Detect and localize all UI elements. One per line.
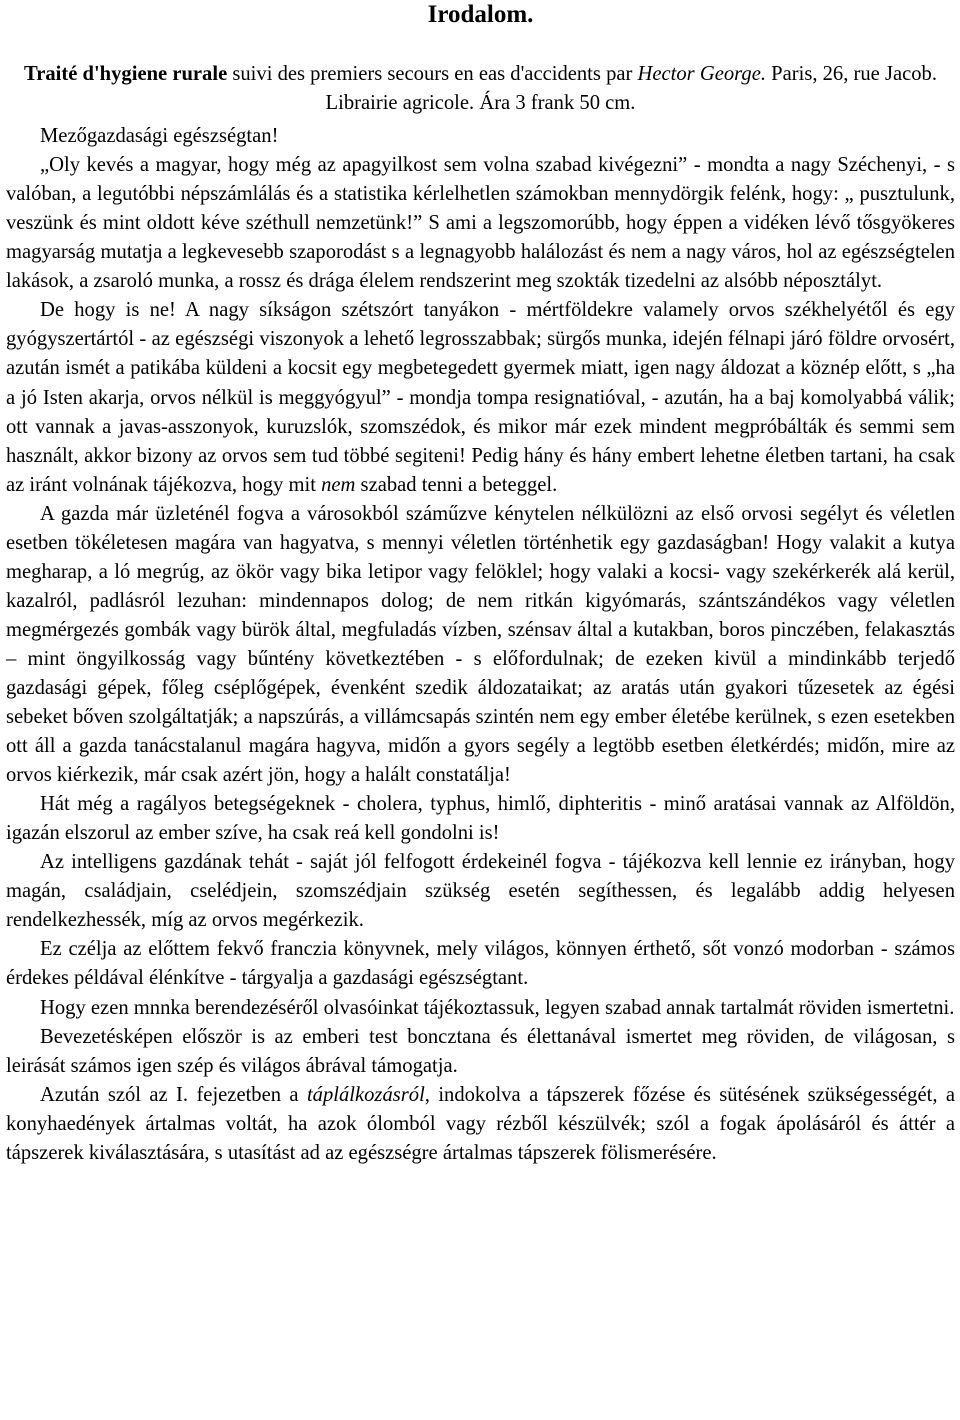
section-subtitle: Mezőgazdasági egészségtan! — [40, 125, 279, 148]
reference-middle: suivi des premiers secours en eas d'accidents par — [227, 63, 638, 85]
paragraph-5: Az intelligens gazdának tehát - saját jól felfogott érdekeinél fogva - tájékozva kell lennie ez irányban, hogy magán, családjain, cselédjein, szomszédjain szükség esetén segíthessen, és legalább addig helyesen rendelkezhessék, míg az orvos megérkezik. — [6, 851, 955, 932]
paragraph-9 — [6, 1081, 955, 1168]
book-author: Hector George. — [637, 63, 766, 85]
page-title: Irodalom. — [427, 1, 534, 28]
paragraph-3: A gazda már üzleténél fogva a városokból száműzve kénytelen nélkülözni az első orvosi segélyt és véletlen esetben tökéletesen magára van hagyatva, s mennyi véletlen történhetik egy gazdaságban! Hogy valakit a kutya megharap, a ló megrúg, az ökör vagy bika letipor vagy felöklel; hogy valaki a kocsi- vagy szekérkerék alá kerül, kazalról, padlásról lezuhan: mindennapos dolog; de nem ritkán kigyómarás, szántszándékos vagy véletlen megmérgezés gombák vagy bürök által, megfuladás vízben, szénsav által a kutakban, boros pinczében, felakasztás – mint öngyilkosság vagy bűntény következtében - s előfordulnak; de ezeken kivül a mindinkább terjedő gazdasági gépek, főleg cséplőgépek, évenként szedik áldozataikat; az aratás után gyakori tűzesetek az égési sebeket bőven szolgáltatják; a napszúrás, a villámcsapás szintén nem egy ember életébe kerülnek, s ezen esetekben ott áll a gazda tanácstalanul magára hagyva, midőn a gyors segély a legtöbb esetben életkérdés; midőn, mire az orvos kiérkezik, már csak azért jön, hogy a halált constatálja! — [6, 502, 955, 787]
paragraph-1-text: „Oly kevés a magyar, hogy még az apagyilkost sem volna szabad kivégezni” - mondta a nagy Széchenyi, - s valóban, a legutóbbi népszámlálás és a statistika kérlelhetlen számokban mennydörgik felénk, hogy: „ pusztulunk, veszünk és mint oldott kéve széthull nemzetünk!” S ami a legszomorúbb, hogy éppen a vidéken lévő tősgyökeres magyarság mutatja a legkevesebb szaporodást s a legnagyobb halálozást és nem a nagy város, hol az egészségtelen lakások, a zsaroló munka, a rossz és drága élelem rendszerint meg szokták tizedelni az alsóbb néposztályt. — [6, 154, 955, 293]
reference-tail: Paris, 26, rue Jacob. Librairie agricole. Ára 3 frank 50 cm. — [325, 63, 938, 115]
paragraph-4: Hát még a ragályos betegségeknek - cholera, typhus, himlő, diphteritis - minő aratásai vannak az Alföldön, igazán elszorul az ember szíve, ha csak reá kell gondolni is! — [6, 793, 955, 845]
book-reference — [6, 60, 955, 118]
paragraph-2-tail: szabad tenni a beteggel. — [355, 473, 558, 496]
paragraph-9-text: Azután szól az I. fejezetben a — [40, 1083, 307, 1106]
paragraph-9-tail: , indokolva a tápszerek főzése és sütésének szükségességét, a konyhaedények ártalmas voltát, ha azok ólomból vagy rézből készülvék; szól a fogak ápolásáról és áttér a tápszerek kiválasztására, s utasítást ad az egészségre ártalmas tápszerek fölismerésére. — [6, 1083, 955, 1164]
paragraph-2 — [6, 296, 955, 499]
paragraph-1 — [6, 151, 955, 296]
book-title: Traité d'hygiene rurale — [23, 63, 228, 85]
paragraph-2-text: A nagy síkságon szétszórt tanyákon - mértföldekre valamely orvos székhelyétől és egy gyógyszertártól - az egészségi viszonyok a lehető legrosszabbak; sürgős munka, idején félnapi járó földre orvosért, azután ismét a patikába küldeni a kocsit egy megbetegedett gyermek miatt, igen nagy áldozat a köznép előtt, s „ha a jó Isten akarja, orvos nélkül is meggyógyul” - mondja tompa resignatióval, - azután, ha a baj komolyabbá válik; ott vannak a javas-asszonyok, kuruzslók, szomszédok, és mikor már ezek mindent megpróbálták és semmi sem használt, akkor bizony az orvos sem tud többé segiteni! Pedig hány és hány embert lehetne életben tartani, ha csak az iránt volnának tájékozva, hogy mit — [6, 299, 955, 496]
paragraph-2-lead: De hogy is ne! — [40, 299, 176, 322]
paragraph-8: Bevezetésképen először is az emberi test boncztana és élettanával ismertet meg röviden, de világosan, s leirását számos igen szép és világos ábrával támogatja. — [6, 1025, 955, 1077]
paragraph-9-emphasis: táplálkozásról — [306, 1083, 425, 1106]
paragraph-2-emphasis: nem — [321, 473, 356, 496]
paragraph-6: Ez czélja az előttem fekvő franczia könyvnek, mely világos, könnyen érthető, sőt vonzó modorban - számos érdekes példával élénkítve - tárgyalja a gazdasági egészségtant. — [6, 938, 955, 990]
paragraph-7: Hogy ezen mnnka berendezéséről olvasóinkat tájékoztassuk, legyen szabad annak tartalmát röviden ismertetni. — [40, 996, 955, 1019]
